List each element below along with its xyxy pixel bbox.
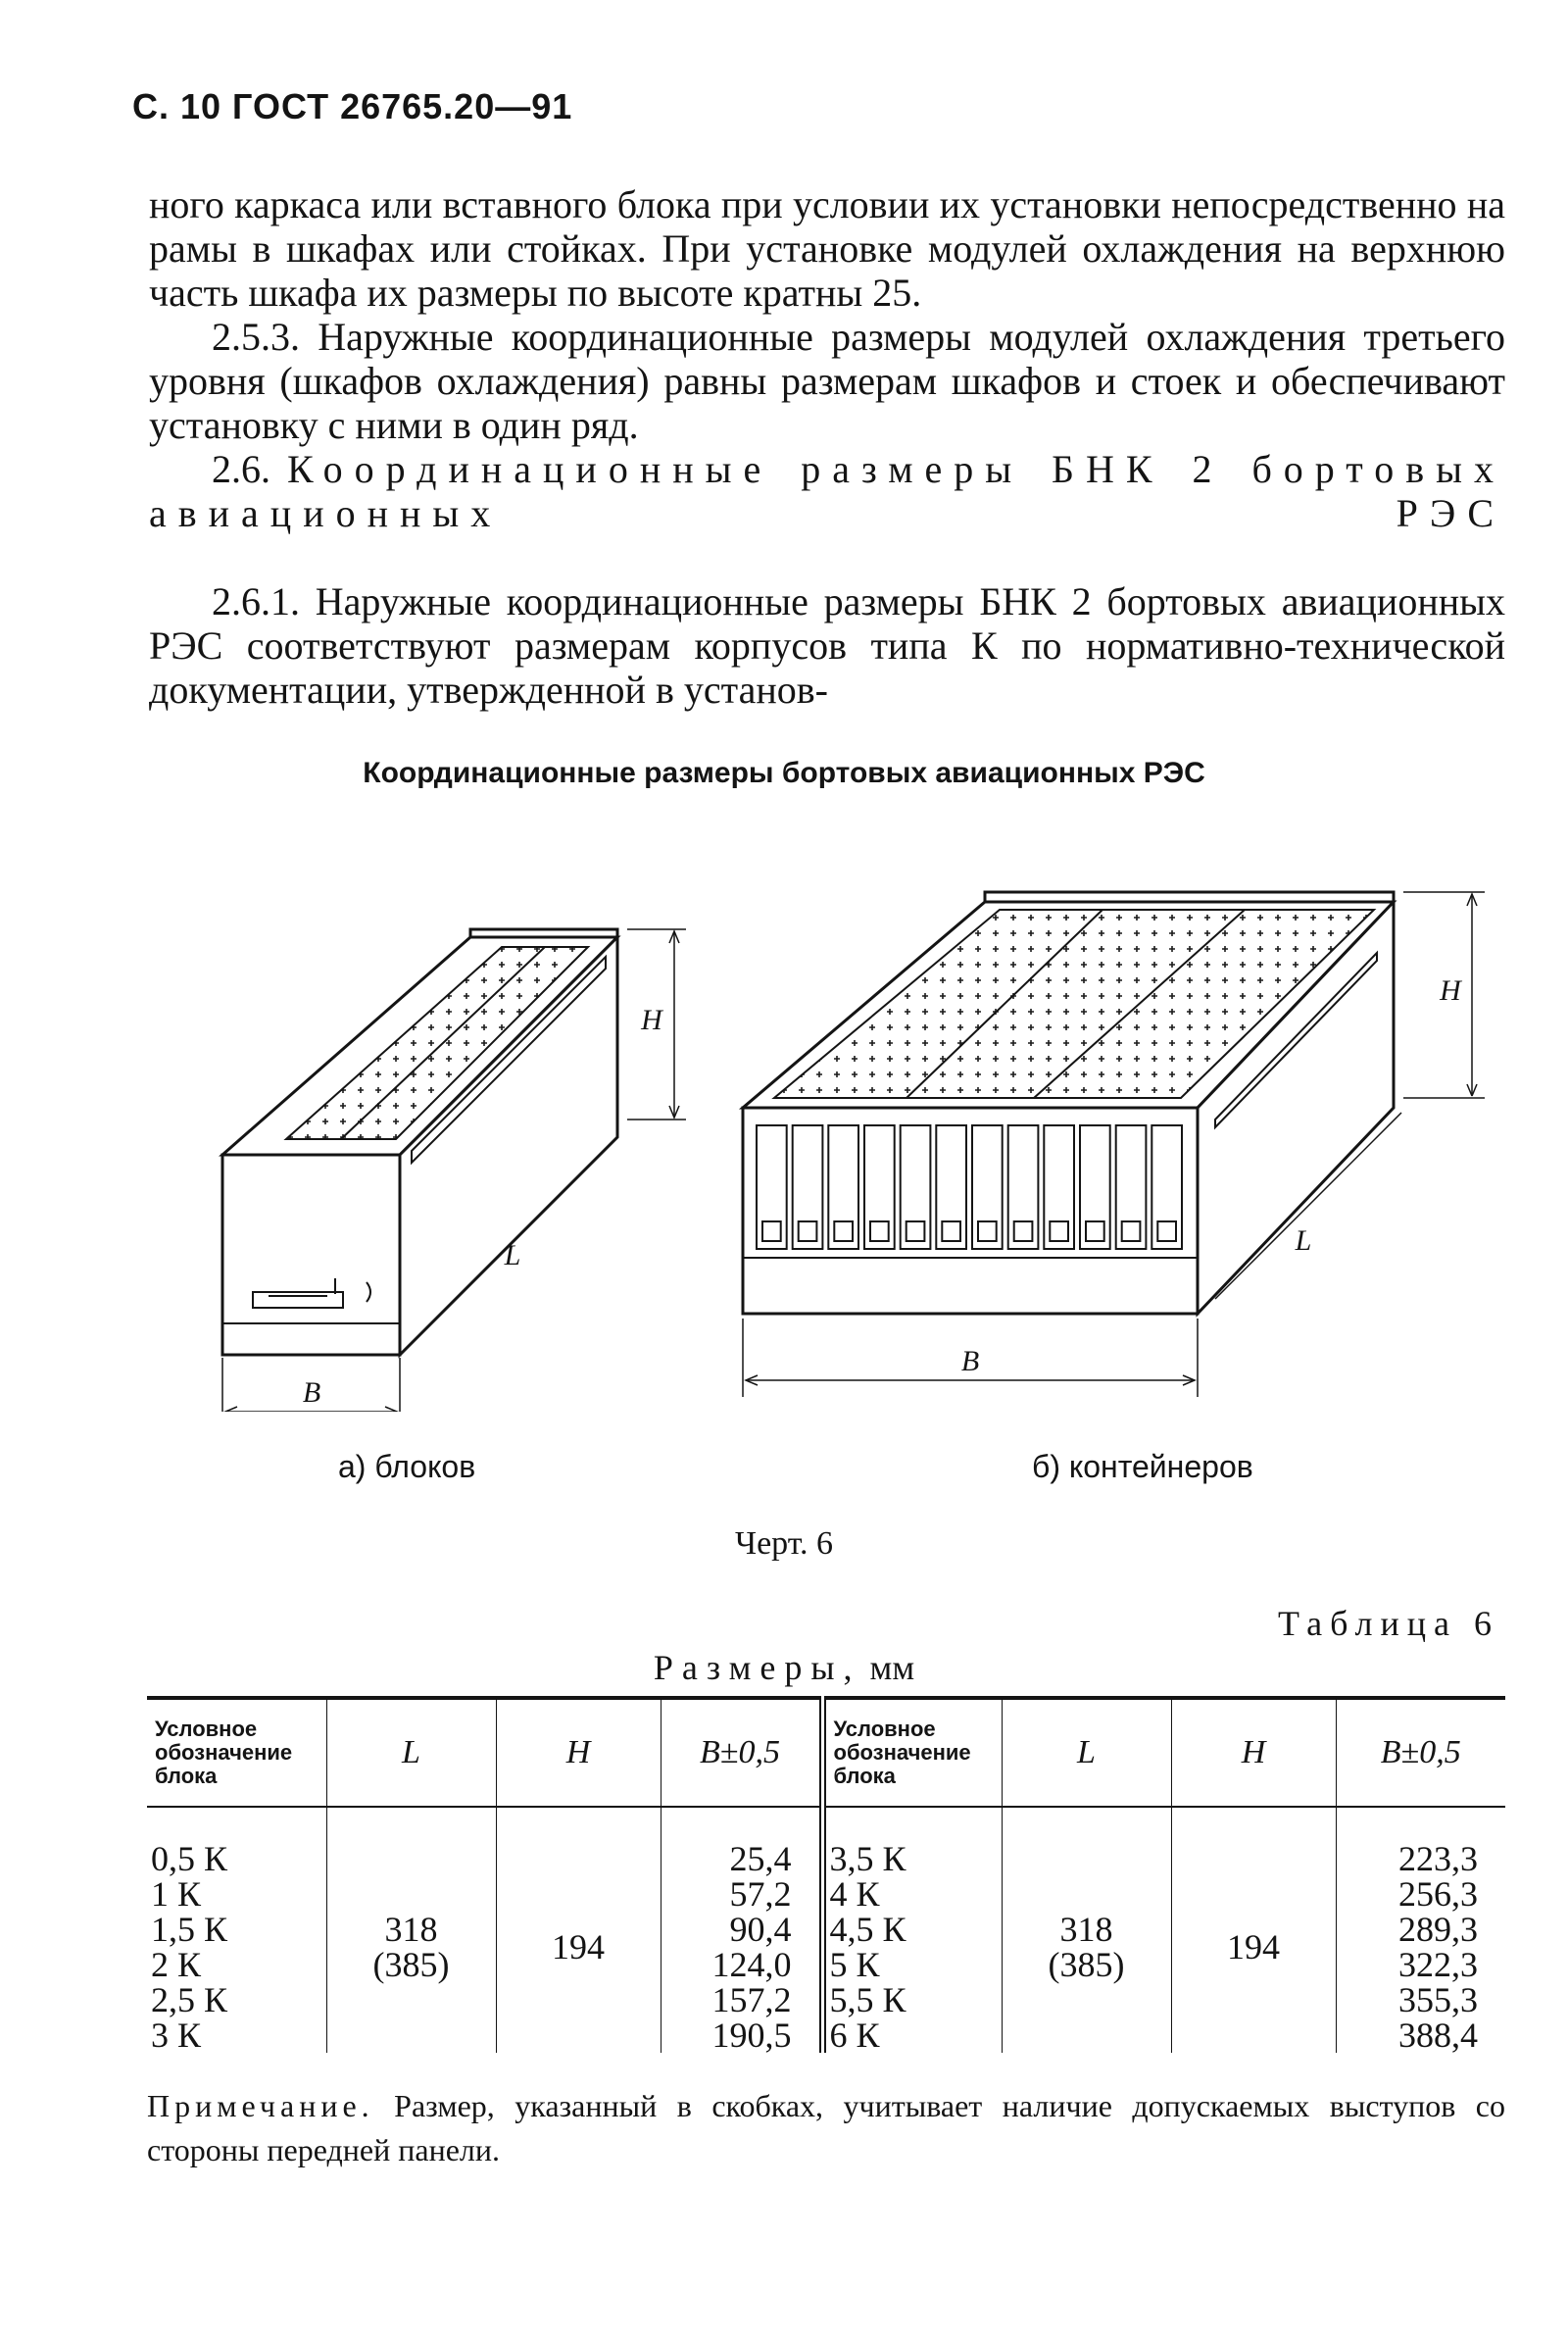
block-width-label: B xyxy=(302,1376,321,1409)
table-note xyxy=(147,2084,1505,2172)
designation: 5 К xyxy=(829,1945,880,1984)
designation: 3 К xyxy=(151,2016,202,2055)
l-value-alt: (385) xyxy=(372,1945,450,1984)
right-h-cell: 194 xyxy=(1171,1807,1336,2053)
dimensions-table-wrapper xyxy=(147,1696,1505,2053)
dimensions-table xyxy=(147,1696,1505,2053)
left-b-cell xyxy=(661,1807,822,2053)
b-value: 25,4 xyxy=(729,1839,792,1878)
designation: 1,5 К xyxy=(151,1910,228,1949)
designation: 3,5 К xyxy=(829,1839,906,1878)
module-handle xyxy=(978,1221,997,1241)
designation: 4,5 К xyxy=(829,1910,906,1949)
note-label: Примечание. xyxy=(147,2088,374,2123)
figure-drawing xyxy=(0,863,1568,1412)
designation: 0,5 К xyxy=(151,1839,228,1878)
designation: 6 К xyxy=(829,2016,880,2055)
header-designation-right: Условное обозначение блока xyxy=(822,1698,1002,1807)
module-handle xyxy=(1086,1221,1104,1241)
l-value: 318 xyxy=(384,1910,438,1949)
module-handle xyxy=(1157,1221,1176,1241)
right-l-cell xyxy=(1002,1807,1171,2053)
b-value: 57,2 xyxy=(729,1874,792,1914)
units-word: Размеры, xyxy=(653,1648,861,1687)
b-value: 124,0 xyxy=(711,1945,792,1984)
note-text: Размер, указанный в скобках, учитывает наличие допускаемых выступов со стороны передней панели. xyxy=(147,2088,1506,2167)
designation: 5,5 К xyxy=(829,1980,906,2019)
b-value: 190,5 xyxy=(711,2016,792,2055)
b-value: 223,3 xyxy=(1398,1839,1478,1878)
l-value-alt: (385) xyxy=(1048,1945,1125,1984)
section-title-spaced: Координационные размеры БНК 2 бортовых авиационных РЭС xyxy=(149,447,1505,535)
b-value: 289,3 xyxy=(1398,1910,1478,1949)
container-width-label: B xyxy=(960,1345,980,1377)
right-b-cell xyxy=(1336,1807,1505,2053)
block-height-label: H xyxy=(641,1004,662,1036)
module-handle xyxy=(1014,1221,1033,1241)
designation: 4 К xyxy=(829,1874,880,1914)
b-value: 322,3 xyxy=(1398,1945,1478,1984)
module-handle xyxy=(942,1221,960,1241)
left-h-cell: 194 xyxy=(496,1807,661,2053)
module-handle xyxy=(1122,1221,1141,1241)
table-row xyxy=(147,1807,1505,2053)
designation: 1 К xyxy=(151,1874,202,1914)
left-l-cell xyxy=(326,1807,496,2053)
module-handle xyxy=(799,1221,817,1241)
table-label: Таблица 6 xyxy=(1278,1604,1499,1643)
b-value: 355,3 xyxy=(1398,1980,1478,2019)
units-mm: мм xyxy=(869,1648,915,1687)
block-drawing xyxy=(222,929,686,1412)
b-value: 90,4 xyxy=(729,1910,792,1949)
module-handle xyxy=(1050,1221,1068,1241)
figure-number: Черт. 6 xyxy=(734,1525,834,1562)
paragraph-2-6 xyxy=(149,447,1505,579)
header-h-right: H xyxy=(1171,1698,1336,1807)
header-l-right: L xyxy=(1002,1698,1171,1807)
figure-title: Координационные размеры бортовых авиационных РЭС xyxy=(363,757,1205,789)
caption-blocks: а) блоков xyxy=(338,1449,476,1484)
paragraph-2-5-3: 2.5.3. Наружные координационные размеры модулей охлаждения третьего уровня (шкафов охлаждения) равны размерам шкафов и стоек и обеспечивают установку с ними в один ряд. xyxy=(149,315,1505,447)
b-value: 388,4 xyxy=(1398,2016,1478,2055)
designation: 2 К xyxy=(151,1945,202,1984)
table-header-row xyxy=(147,1698,1505,1807)
paragraph-2-6-1: 2.6.1. Наружные координационные размеры БНК 2 бортовых авиационных РЭС соответствуют размерам корпусов типа К по нормативно-технической документации, утвержденной в установ- xyxy=(149,579,1505,712)
container-length-label: L xyxy=(1295,1224,1312,1257)
left-designations-cell xyxy=(147,1807,326,2053)
header-h-left: H xyxy=(496,1698,661,1807)
body-text xyxy=(149,182,1505,712)
right-designations-cell xyxy=(822,1807,1002,2053)
paragraph-continuation: ного каркаса или вставного блока при условии их установки непосредственно на рамы в шкафах или стойках. При установке модулей охлаждения на верхнюю часть шкафа их размеры по высоте кратны 25. xyxy=(149,182,1505,315)
header-b-left: B±0,5 xyxy=(661,1698,822,1807)
page-header: С. 10 ГОСТ 26765.20—91 xyxy=(132,86,573,126)
caption-containers: б) контейнеров xyxy=(1032,1449,1253,1484)
l-value: 318 xyxy=(1059,1910,1113,1949)
table-units xyxy=(0,1647,1568,1688)
designation: 2,5 К xyxy=(151,1980,228,2019)
header-b-right: B±0,5 xyxy=(1336,1698,1505,1807)
b-value: 256,3 xyxy=(1398,1874,1478,1914)
module-handle xyxy=(870,1221,889,1241)
section-number: 2.6. xyxy=(212,447,270,491)
header-designation-left: Условное обозначение блока xyxy=(147,1698,326,1807)
block-length-label: L xyxy=(504,1239,521,1271)
module-handle xyxy=(834,1221,853,1241)
module-handle xyxy=(762,1221,781,1241)
module-handle xyxy=(906,1221,925,1241)
container-height-label: H xyxy=(1440,974,1461,1007)
header-l-left: L xyxy=(326,1698,496,1807)
b-value: 157,2 xyxy=(711,1980,792,2019)
